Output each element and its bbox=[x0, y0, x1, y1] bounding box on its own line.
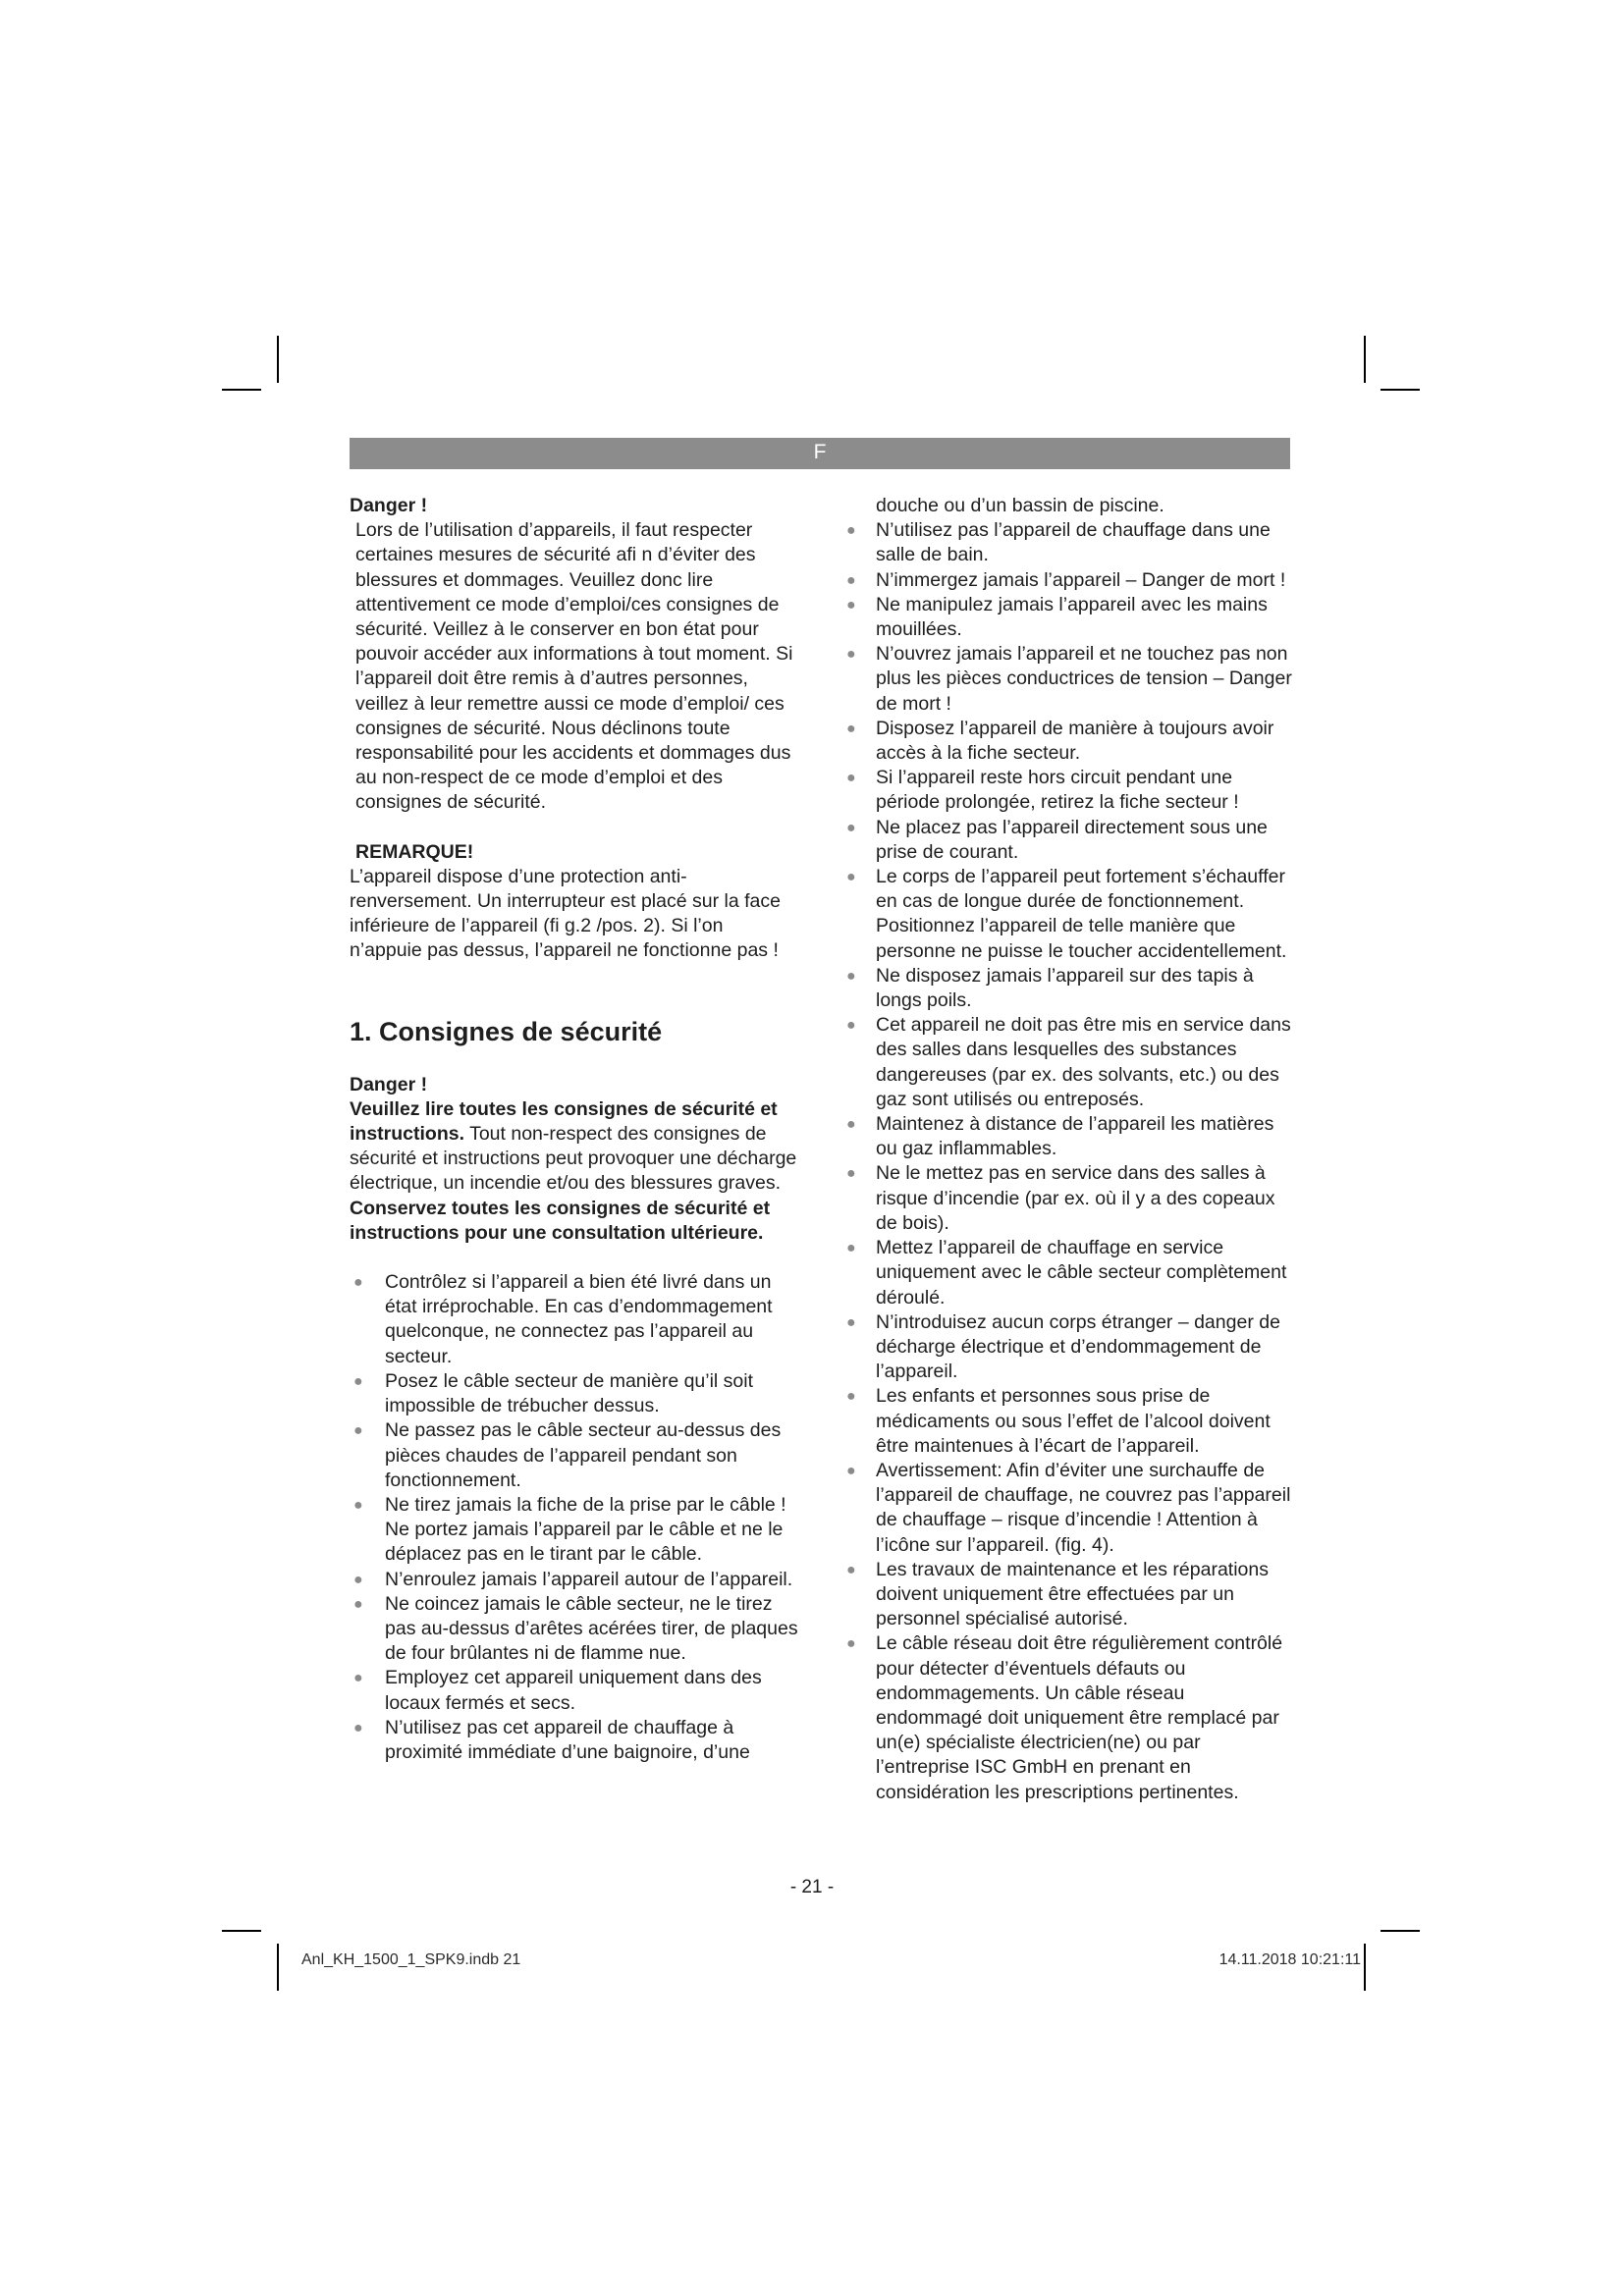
bullet-icon: ● bbox=[353, 1496, 363, 1514]
bullet-icon: ● bbox=[353, 1274, 363, 1292]
list-item: ● N’immergez jamais l’appareil – Danger de mort ! bbox=[842, 568, 1294, 593]
list-item: ● N’introduisez aucun corps étranger – danger de décharge électrique et d’endommagement de l’appareil. bbox=[846, 1310, 1280, 1383]
crop-mark bbox=[277, 336, 279, 383]
list-item: ● Contrôlez si l’appareil a bien été livré dans un état irréprochable. En cas d’endommagement quelconque, ne connectez pas l’appareil au secteur. bbox=[353, 1271, 773, 1367]
bullet-icon: ● bbox=[846, 1313, 856, 1331]
bullet-icon: ● bbox=[846, 967, 856, 985]
bullet-icon: ● bbox=[846, 1388, 856, 1406]
crop-mark bbox=[222, 1930, 261, 1932]
left-bullet-list bbox=[350, 1270, 799, 1765]
bullet-icon: ● bbox=[846, 1240, 856, 1257]
danger-heading: Danger ! bbox=[350, 495, 428, 516]
bullet-icon: ● bbox=[846, 819, 856, 836]
bullet-icon: ● bbox=[846, 1165, 856, 1183]
list-item: ● Ne disposez jamais l’appareil sur des tapis à longs poils. bbox=[846, 964, 1254, 1012]
remarque-text: L’appareil dispose d’une protection anti-renversement. Un interrupteur est placé sur la face inférieure de l’appareil (fi g.2 /pos. 2). Si l’on n’appuie pas dessus, l’appareil ne fonctionne pas ! bbox=[350, 865, 781, 962]
list-item: ● Ne coincez jamais le câble secteur, ne le tirez pas au-dessus d’arêtes acérées tirer, de plaques de four brûlantes ni de flamme nue. bbox=[353, 1592, 798, 1665]
crop-mark bbox=[222, 389, 261, 391]
list-item: ● N’utilisez pas cet appareil de chauffage à proximité immédiate d’une baignoire, d’une bbox=[353, 1716, 750, 1763]
warning-bold-2: Conservez toutes les consignes de sécurité et instructions pour une consultation ultérieure. bbox=[350, 1197, 771, 1244]
page-number: - 21 - bbox=[789, 1877, 835, 1897]
bullet-icon: ● bbox=[846, 770, 856, 787]
list-item: ● Ne manipulez jamais l’appareil avec les mains mouillées. bbox=[846, 593, 1268, 641]
language-header-bar bbox=[350, 438, 1290, 469]
warning-paragraph bbox=[350, 1097, 799, 1197]
crop-mark bbox=[1380, 1930, 1420, 1932]
list-item: ● Ne placez pas l’appareil directement sous une prise de courant. bbox=[846, 816, 1268, 863]
remarque-heading: REMARQUE! bbox=[355, 840, 474, 863]
danger-heading-2: Danger ! bbox=[350, 1073, 428, 1095]
bullet-icon: ● bbox=[846, 596, 856, 614]
section-title: 1. Consignes de sécurité bbox=[350, 1016, 663, 1046]
list-item: ● Ne passez pas le câble secteur au-dessus des pièces chaudes de l’appareil pendant son fonctionnement. bbox=[353, 1419, 782, 1491]
list-item: ● Si l’appareil reste hors circuit pendant une période prolongée, retirez la fiche secteur ! bbox=[846, 767, 1239, 814]
list-item: ● Posez le câble secteur de manière qu’il soit impossible de trébucher dessus. bbox=[353, 1369, 754, 1417]
list-item: ● Les travaux de maintenance et les réparations doivent uniquement être effectuées par un personnel spécialisé autorisé. bbox=[846, 1558, 1269, 1630]
bullet-icon: ● bbox=[846, 1017, 856, 1035]
bullet-icon: ● bbox=[846, 522, 856, 540]
list-item: ● N’enroulez jamais l’appareil autour de l’appareil. bbox=[350, 1568, 799, 1592]
right-bullet-list bbox=[842, 518, 1294, 1805]
list-item: ● N’ouvrez jamais l’appareil et ne touchez pas non plus les pièces conductrices de tension – Danger de mort ! bbox=[846, 643, 1292, 715]
bullet-icon: ● bbox=[353, 1719, 363, 1736]
list-item: ● Ne le mettez pas en service dans des salles à risque d’incendie (par ex. où il y a des copeaux de bois). bbox=[846, 1162, 1275, 1234]
crop-mark bbox=[1364, 336, 1366, 383]
continuation-text: douche ou d’un bassin de piscine. bbox=[876, 495, 1164, 516]
left-column bbox=[350, 494, 799, 1765]
language-letter: F bbox=[813, 441, 827, 463]
warning-bold-1: Veuillez lire toutes les consignes de sécurité et instructions. bbox=[350, 1097, 778, 1146]
intro-paragraph: Lors de l’utilisation d’appareils, il faut respecter certaines mesures de sécurité afi n d’éviter des blessures et dommages. Veuillez donc lire attentivement ce mode d’emploi/ces consignes de sécurité. Veillez à le conserver en bon état pour pouvoir accéder aux informations à tout moment. Si l’appareil doit être remis à d’autres personnes, veillez à leur remettre aussi ce mode d’emploi/ ces consignes de sécurité. Nous déclinons toute responsabilité pour les accidents et dommages dus au non-respect de ce mode d’emploi et des consignes de sécurité. bbox=[355, 519, 793, 814]
list-item: ● Employez cet appareil uniquement dans des locaux fermés et secs. bbox=[353, 1667, 762, 1714]
bullet-icon: ● bbox=[846, 1116, 856, 1134]
list-item: ● Mettez l’appareil de chauffage en service uniquement avec le câble secteur complètement déroulé. bbox=[846, 1237, 1287, 1308]
file-info: Anl_KH_1500_1_SPK9.indb 21 bbox=[301, 1951, 521, 1968]
bullet-icon: ● bbox=[846, 1462, 856, 1479]
list-item: ● Disposez l’appareil de manière à toujours avoir accès à la fiche secteur. bbox=[846, 717, 1274, 765]
bullet-icon: ● bbox=[353, 1571, 363, 1588]
print-timestamp: 14.11.2018 10:21:11 bbox=[1218, 1951, 1361, 1968]
list-item: ● Maintenez à distance de l’appareil les matières ou gaz inflammables. bbox=[846, 1113, 1274, 1160]
bullet-icon: ● bbox=[353, 1422, 363, 1440]
list-item: ● Ne tirez jamais la fiche de la prise par le câble ! Ne portez jamais l’appareil par le câble et ne le déplacez pas en le tirant par le câble. bbox=[353, 1493, 786, 1566]
crop-mark bbox=[1380, 389, 1420, 391]
bullet-icon: ● bbox=[846, 646, 856, 664]
bullet-icon: ● bbox=[353, 1670, 363, 1687]
crop-mark bbox=[1364, 1944, 1366, 1991]
bullet-icon: ● bbox=[353, 1595, 363, 1613]
list-item: ● Les enfants et personnes sous prise de médicaments ou sous l’effet de l’alcool doivent être maintenues à l’écart de l’appareil. bbox=[846, 1385, 1271, 1457]
bullet-icon: ● bbox=[846, 1561, 856, 1578]
list-item: ● Cet appareil ne doit pas être mis en service dans des salles dans lesquelles des substances dangereuses (par ex. des solvants, etc.) ou des gaz sont utilisés ou entreposés. bbox=[846, 1014, 1291, 1110]
list-item: ● Le corps de l’appareil peut fortement s’échauffer en cas de longue durée de fonctionnement. Positionnez l’appareil de telle manière que personne ne puisse le toucher accidentellement. bbox=[846, 866, 1287, 962]
warning-text-1: Tout non-respect des consignes de sécurité et instructions peut provoquer une décharge électrique, un incendie et/ou des blessures graves. bbox=[350, 1123, 797, 1195]
bullet-icon: ● bbox=[846, 571, 856, 589]
crop-mark bbox=[277, 1944, 279, 1991]
list-item: ● Le câble réseau doit être régulièrement contrôlé pour détecter d’éventuels défauts ou endommagements. Un câble réseau endommagé doit uniquement être remplacé par un(e) spécialiste électricien(ne) ou par l’entreprise ISC GmbH en prenant en considération les prescriptions pertinentes. bbox=[846, 1632, 1283, 1803]
bullet-icon: ● bbox=[846, 869, 856, 886]
list-item: ● N’utilisez pas l’appareil de chauffage dans une salle de bain. bbox=[846, 519, 1271, 566]
bullet-icon: ● bbox=[846, 1635, 856, 1653]
right-column bbox=[842, 494, 1294, 1805]
bullet-icon: ● bbox=[846, 720, 856, 737]
list-item: ● Avertissement: Afin d’éviter une surchauffe de l’appareil de chauffage, ne couvrez pas l’appareil de chauffage – risque d’incendie ! Attention à l’icône sur l’appareil. (fig. 4). bbox=[846, 1459, 1291, 1556]
bullet-icon: ● bbox=[353, 1372, 363, 1390]
